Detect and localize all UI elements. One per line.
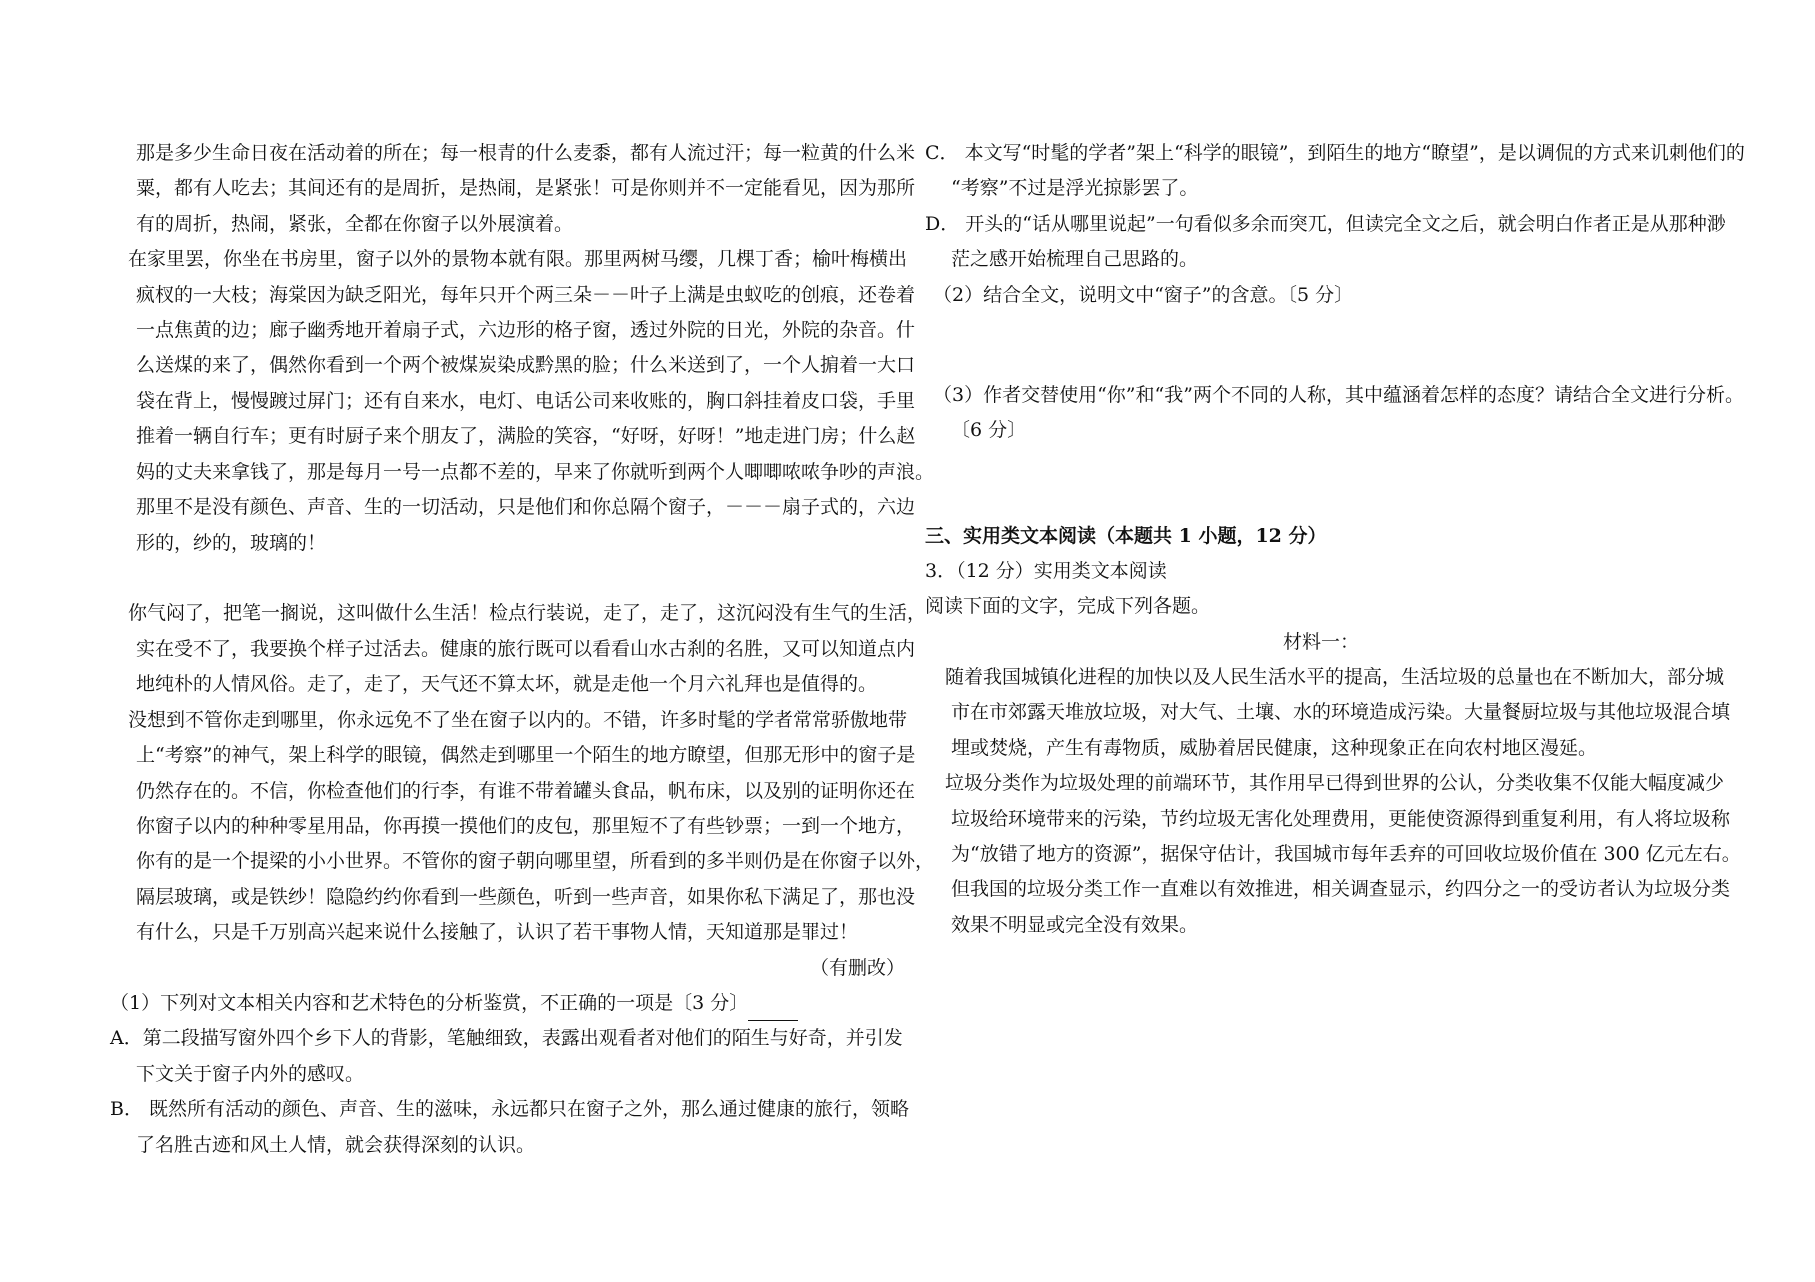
passage-line: 没想到不管你走到哪里，你永远免不了坐在窗子以内的。不错，许多时髦的学者常常骄傲地带 — [128, 709, 908, 731]
passage-line: 你气闷了，把笔一搁说，这叫做什么生活！检点行装说，走了，走了，这沉闷没有生气的生活， — [128, 602, 927, 624]
passage-line: 那是多少生命日夜在活动着的所在；每一根青的什么麦黍，都有人流过汗；每一粒黄的什么米 — [136, 142, 916, 164]
passage-line: 有什么，只是千万别高兴起来说什么接触了，认识了若干事物人情，天知道那是罪过！ — [136, 921, 859, 943]
question-1-stem-text: （1）下列对文本相关内容和艺术特色的分析鉴赏，不正确的一项是〔3 分〕 — [110, 992, 749, 1014]
passage-line: 地纯朴的人情风俗。走了，走了，天气还不算太坏，就是走他一个月六礼拜也是值得的。 — [136, 673, 878, 695]
material-line: 随着我国城镇化进程的加快以及人民生活水平的提高，生活垃圾的总量也在不断加大，部分城 — [945, 666, 1725, 688]
passage-line: 一点焦黄的边；廊子幽秀地开着扇子式，六边形的格子窗，透过外院的日光，外院的杂音。什 — [136, 319, 916, 341]
option-d-line: 茫之感开始梳理自己思路的。 — [951, 248, 1199, 270]
section-3-question-title: 3．（12 分）实用类文本阅读 — [925, 560, 1167, 582]
passage-line: 仍然存在的。不信，你检查他们的行李，有谁不带着罐头食品，帆布床，以及别的证明你还在 — [136, 780, 916, 802]
material-line: 但我国的垃圾分类工作一直难以有效推进，相关调查显示，约四分之一的受访者认为垃圾分类 — [951, 878, 1731, 900]
option-a-line: 下文关于窗子内外的感叹。 — [136, 1063, 365, 1085]
passage-line: 袋在背上，慢慢踱过屏门；还有自来水，电灯、电话公司来收账的，胸口斜挂着皮口袋，手里 — [136, 390, 916, 412]
passage-line: 实在受不了，我要换个样子过活去。健康的旅行既可以看看山水古刹的名胜，又可以知道点内 — [136, 638, 916, 660]
material-line: 垃圾分类作为垃圾处理的前端环节，其作用早已得到世界的公认，分类收集不仅能大幅度减少 — [945, 772, 1725, 794]
material-title: 材料一： — [1283, 631, 1360, 653]
answer-blank[interactable] — [748, 1002, 798, 1021]
passage-line: 有的周折，热闹，紧张，全都在你窗子以外展演着。 — [136, 213, 574, 235]
option-c-line: “考察”不过是浮光掠影罢了。 — [951, 177, 1199, 199]
material-line: 埋或焚烧，产生有毒物质，威胁着居民健康，这种现象正在向农村地区漫延。 — [951, 737, 1598, 759]
question-2: （2）结合全文，说明文中“窗子”的含意。〔5 分〕 — [933, 284, 1354, 306]
question-3-line: （3）作者交替使用“你”和“我”两个不同的人称，其中蕴涵着怎样的态度？请结合全文进行分析。 — [933, 384, 1744, 406]
passage-line: 疯杈的一大枝；海棠因为缺乏阳光，每年只开个两三朵－－叶子上满是虫蚁吃的创痕，还卷着 — [136, 284, 916, 306]
source-note: （有删改） — [810, 957, 906, 979]
passage-line: 形的，纱的，玻璃的！ — [136, 532, 327, 554]
option-c-line: C． 本文写“时髦的学者”架上“科学的眼镜”，到陌生的地方“瞭望”，是以调侃的方式来讥刺他们的 — [925, 142, 1745, 164]
material-line: 垃圾给环境带来的污染，节约垃圾无害化处理费用，更能使资源得到重复利用，有人将垃圾称 — [951, 808, 1731, 830]
passage-line: 你有的是一个提梁的小小世界。不管你的窗子朝向哪里望，所看到的多半则仍是在你窗子以外， — [136, 850, 935, 872]
passage-line: 在家里罢，你坐在书房里，窗子以外的景物本就有限。那里两树马缨，几棵丁香；榆叶梅横出 — [128, 248, 908, 270]
material-line: 效果不明显或完全没有效果。 — [951, 914, 1199, 936]
passage-line: 上“考察”的神气，架上科学的眼镜，偶然走到哪里一个陌生的地方瞭望，但那无形中的窗子是 — [136, 744, 916, 766]
passage-line: 妈的丈夫来拿钱了，那是每月一号一点都不差的，早来了你就听到两个人唧唧哝哝争吵的声浪。 — [136, 461, 935, 483]
section-3-heading: 三、实用类文本阅读（本题共 1 小题，12 分） — [925, 525, 1327, 547]
passage-line: 推着一辆自行车；更有时厨子来个朋友了，满脸的笑容，“好呀，好呀！”地走进门房；什么赵 — [136, 425, 916, 447]
passage-line: 那里不是没有颜色、声音、生的一切活动，只是他们和你总隔个窗子，－－－扇子式的，六边 — [136, 496, 916, 518]
passage-line: 么送煤的来了，偶然你看到一个两个被煤炭染成黔黑的脸；什么米送到了，一个人掮着一大口 — [136, 354, 916, 376]
passage-line: 隔层玻璃，或是铁纱！隐隐约约你看到一些颜色，听到一些声音，如果你私下满足了，那也没 — [136, 886, 916, 908]
option-b-line: B． 既然所有活动的颜色、声音、生的滋味，永远都只在窗子之外，那么通过健康的旅行，领略 — [110, 1098, 910, 1120]
material-line: 市在市郊露天堆放垃圾，对大气、土壤、水的环境造成污染。大量餐厨垃圾与其他垃圾混合填 — [951, 701, 1731, 723]
question-1-stem — [110, 985, 798, 1021]
option-a-line: A．第二段描写窗外四个乡下人的背影，笔触细致，表露出观看者对他们的陌生与好奇，并引发 — [110, 1027, 903, 1049]
instruction: 阅读下面的文字，完成下列各题。 — [925, 595, 1211, 617]
option-d-line: D． 开头的“话从哪里说起”一句看似多余而突兀，但读完全文之后，就会明白作者正是从那种渺 — [925, 213, 1726, 235]
material-line: 为“放错了地方的资源”，据保守估计，我国城市每年丢弃的可回收垃圾价值在 300 亿元左右。 — [951, 843, 1741, 865]
passage-line: 你窗子以内的种种零星用品，你再摸一摸他们的皮包，那里短不了有些钞票；一到一个地方， — [136, 815, 916, 837]
option-b-line: 了名胜古迹和风土人情，就会获得深刻的认识。 — [136, 1134, 536, 1156]
passage-line: 粟，都有人吃去；其间还有的是周折，是热闹，是紧张！可是你则并不一定能看见，因为那所 — [136, 177, 916, 199]
question-3-line: 〔6 分〕 — [951, 419, 1027, 441]
